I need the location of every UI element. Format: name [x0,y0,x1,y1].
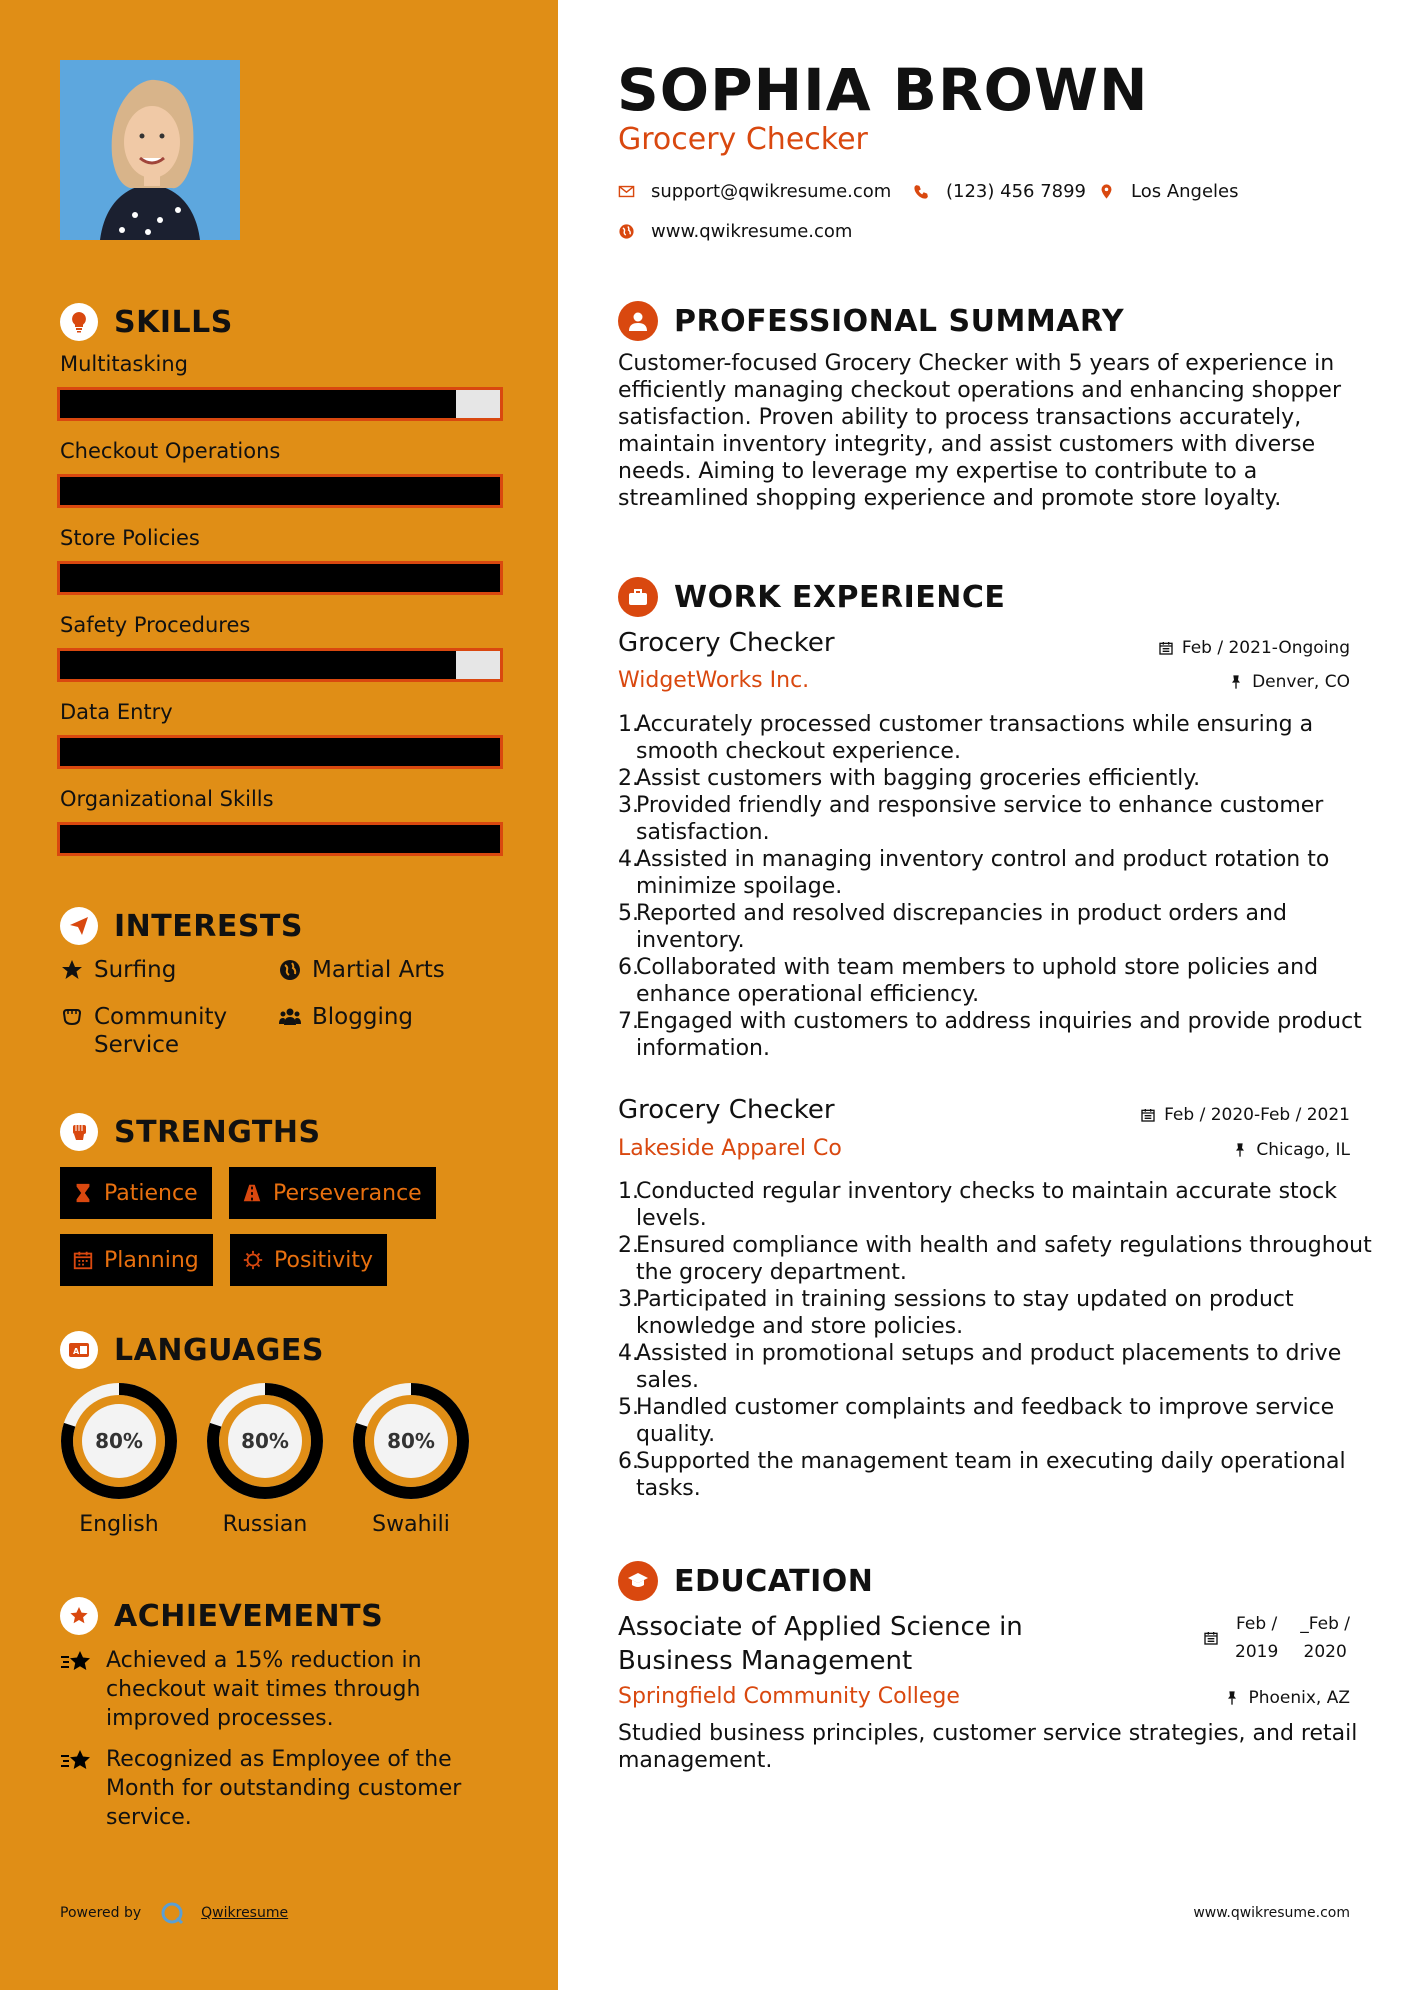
interest-label: Blogging [312,1004,414,1030]
duty-item: 5. Handled customer complaints and feedback to improve service quality. [618,1394,1373,1448]
languages-header [60,1330,324,1370]
language-ring [204,1380,326,1502]
profile-photo [60,60,240,240]
phone-icon [913,183,930,200]
job-location [1232,1140,1350,1160]
qwikresume-logo-icon [159,1900,185,1926]
language-item [58,1380,180,1537]
duty-text: Ensured compliance with health and safety regulations throughout the grocery department. [636,1233,1372,1285]
languages-title: LANGUAGES [114,1332,324,1368]
job-dates-text: Feb / 2021-Ongoing [1181,638,1350,658]
skill-bar [57,474,503,508]
duty-text: Collaborated with team members to uphold store policies and enhance operational efficiency. [636,955,1319,1007]
experience-title: WORK EXPERIENCE [674,579,1006,615]
skill-bar [57,648,503,682]
pin-icon [1228,674,1244,690]
strength-label: Positivity [274,1247,374,1273]
duty-text: Assist customers with bagging groceries efficiently. [636,766,1201,791]
summary-header [618,300,1124,342]
achievement-item [60,1646,500,1733]
duty-text: Assisted in promotional setups and product placements to drive sales. [636,1341,1342,1393]
job-position: Grocery Checker [618,1095,835,1125]
skill-bar-fill [60,390,456,418]
skill-label: Multitasking [60,352,189,376]
interest-item [278,1003,413,1031]
achievement-text: Achieved a 15% reduction in checkout wait times through improved processes. [106,1648,422,1731]
education-start-month: Feb / [1236,1614,1278,1634]
contact-phone [913,181,1086,202]
interest-label: Surfing [94,957,177,983]
skill-bar-fill [60,738,500,766]
duty-text: Accurately processed customer transactions while ensuring a smooth checkout experience. [636,712,1314,764]
calendar-icon [72,1249,94,1271]
job-location-text: Denver, CO [1252,672,1350,692]
skill-bar [57,735,503,769]
fist-icon [60,1113,98,1151]
achievement-item [60,1745,500,1832]
duty-text: Engaged with customers to address inquiries and provide product information. [636,1009,1362,1061]
strength-chip [60,1234,213,1286]
qwikresume-link[interactable]: Qwikresume [201,1905,289,1921]
star-icon [60,958,84,982]
duty-text: Conducted regular inventory checks to maintain accurate stock levels. [636,1179,1337,1231]
skill-bar [57,387,503,421]
footer-url[interactable]: www.qwikresume.com [1193,1905,1350,1921]
language-percent: 80% [95,1429,143,1453]
interest-item [60,956,176,984]
strengths-header [60,1112,321,1152]
road-icon [241,1182,263,1204]
contact-location [1098,181,1239,202]
duty-item: 4. Assisted in managing inventory control and product rotation to minimize spoilage. [618,846,1373,900]
graduation-icon [618,1561,658,1601]
skill-bar [57,561,503,595]
map-pin-icon [1098,183,1115,200]
job-duties [618,1178,1373,1502]
powered-by-text: Powered by [60,1905,142,1921]
location-text: Los Angeles [1131,181,1239,202]
globe-icon [618,223,635,240]
duty-item: 3. Provided friendly and responsive service to enhance customer satisfaction. [618,792,1373,846]
interest-label: Martial Arts [312,957,445,983]
education-title: EDUCATION [674,1563,874,1599]
duty-item: 3. Participated in training sessions to stay updated on product knowledge and store policies. [618,1286,1373,1340]
language-icon [60,1331,98,1369]
duty-item: 5. Reported and resolved discrepancies in product orders and inventory. [618,900,1373,954]
skill-label: Organizational Skills [60,787,274,811]
achievements-header [60,1596,383,1636]
skill-label: Store Policies [60,526,200,550]
calendar-icon [1203,1630,1219,1646]
skill-label: Data Entry [60,700,173,724]
job-duties [618,711,1373,1062]
duty-item: 7. Engaged with customers to address inquiries and provide product information. [618,1008,1373,1062]
education-degree: Associate of Applied Science in Business Management [618,1612,1023,1676]
briefcase-icon [618,577,658,617]
language-ring [58,1380,180,1502]
svg-text:A: A [73,1347,80,1356]
duty-item: 6. Collaborated with team members to uphold store policies and enhance operational efficiency. [618,954,1373,1008]
education-start-year: 2019 [1235,1642,1279,1662]
duty-text: Reported and resolved discrepancies in product orders and inventory. [636,901,1287,953]
powered-by [60,1900,288,1926]
envelope-icon [618,183,635,200]
website-text[interactable]: www.qwikresume.com [651,221,853,242]
main-content [558,0,1407,1990]
education-location [1224,1688,1350,1708]
language-item [204,1380,326,1537]
phone-text: (123) 456 7899 [946,181,1087,202]
education-end-year: 2020 [1303,1642,1347,1662]
job-location-text: Chicago, IL [1256,1140,1350,1160]
star-award-icon [60,1747,92,1777]
duty-item: 2. Ensured compliance with health and safety regulations throughout the grocery department. [618,1233,1372,1285]
education-location-text: Phoenix, AZ [1248,1688,1350,1708]
job-dates [1158,638,1350,658]
skill-bar-fill [60,564,500,592]
hand-icon [60,1005,84,1029]
skill-bar-fill [60,825,500,853]
job-company: WidgetWorks Inc. [618,668,810,693]
experience-header [618,576,1005,618]
email-text[interactable]: support@qwikresume.com [651,181,892,202]
calendar-icon [1140,1107,1156,1123]
star-award-icon [60,1648,92,1678]
education-start [1235,1610,1278,1666]
skill-bar-fill [60,477,500,505]
job-company: Lakeside Apparel Co [618,1136,842,1161]
education-header [618,1560,873,1602]
calendar-icon [1158,640,1174,656]
education-school: Springfield Community College [618,1684,960,1709]
job-dates-text: Feb / 2020-Feb / 2021 [1164,1105,1350,1125]
duty-text: Provided friendly and responsive service to enhance customer satisfaction. [636,793,1324,845]
achievements-title: ACHIEVEMENTS [114,1598,384,1634]
users-icon [278,1005,302,1029]
strength-chip [229,1167,436,1219]
interest-label: Community Service [94,1004,228,1058]
sidebar [0,0,558,1990]
summary-title: PROFESSIONAL SUMMARY [674,303,1125,339]
duty-text: Participated in training sessions to stay updated on product knowledge and store policies. [636,1287,1294,1339]
language-percent: 80% [387,1429,435,1453]
strength-label: Planning [104,1247,199,1273]
duty-item: 1. Accurately processed customer transactions while ensuring a smooth checkout experience. [618,711,1373,765]
contact-email [618,181,891,202]
interest-item [278,956,445,984]
strengths-title: STRENGTHS [114,1114,321,1150]
job-location [1228,672,1350,692]
skills-header [60,302,233,342]
pin-icon [1232,1142,1248,1158]
language-item [350,1380,472,1537]
full-name: SOPHIA BROWN [617,56,1149,124]
interest-item [60,1003,260,1059]
education-end-month: _Feb / [1300,1614,1350,1634]
interests-title: INTERESTS [114,908,303,944]
duty-text: Supported the management team in executing daily operational tasks. [636,1449,1346,1501]
language-name: Swahili [372,1512,450,1537]
duty-item: 4. Assisted in promotional setups and product placements to drive sales. [618,1340,1373,1394]
achievement-text: Recognized as Employee of the Month for outstanding customer service. [106,1747,462,1830]
duty-item: 6. Supported the management team in executing daily operational tasks. [618,1448,1373,1502]
job-title: Grocery Checker [618,122,868,157]
skill-bar [57,822,503,856]
skill-label: Checkout Operations [60,439,281,463]
duty-item: 2. Assist customers with bagging groceries efficiently. [618,765,1373,792]
summary-text: Customer-focused Grocery Checker with 5 years of experience in efficiently managing checkout operations and enhancing shopper satisfaction. Proven ability to process transactions accurately, maintain inventory integrity, and assist customers with diverse needs. Aiming to leverage my expertise to contribute to a streamlined shopping experience and promote store loyalty. [618,351,1342,511]
trophy-star-icon [60,1597,98,1635]
language-percent: 80% [241,1429,289,1453]
pin-icon [1224,1690,1240,1706]
sun-icon [242,1249,264,1271]
language-name: Russian [222,1512,308,1537]
lightbulb-icon [60,303,98,341]
duty-text: Handled customer complaints and feedback to improve service quality. [636,1395,1335,1447]
strength-label: Perseverance [273,1180,422,1206]
education-end [1300,1610,1350,1666]
education-description: Studied business principles, customer service strategies, and retail management. [618,1721,1358,1773]
globe-icon [278,958,302,982]
language-name: English [79,1512,159,1537]
interests-header [60,906,303,946]
job-position: Grocery Checker [618,628,835,658]
skill-bar-fill [60,651,456,679]
language-ring [350,1380,472,1502]
strength-chip [230,1234,387,1286]
hourglass-icon [72,1182,94,1204]
job-dates [1140,1105,1350,1125]
strength-label: Patience [104,1180,198,1206]
paper-plane-icon [60,907,98,945]
skills-title: SKILLS [114,304,233,340]
strength-chip [60,1167,212,1219]
education-dates [1203,1610,1350,1666]
skill-label: Safety Procedures [60,613,251,637]
contact-website [618,221,852,242]
user-icon [618,301,658,341]
duty-item: 1. Conducted regular inventory checks to maintain accurate stock levels. [618,1178,1373,1232]
duty-text: Assisted in managing inventory control and product rotation to minimize spoilage. [636,847,1330,899]
